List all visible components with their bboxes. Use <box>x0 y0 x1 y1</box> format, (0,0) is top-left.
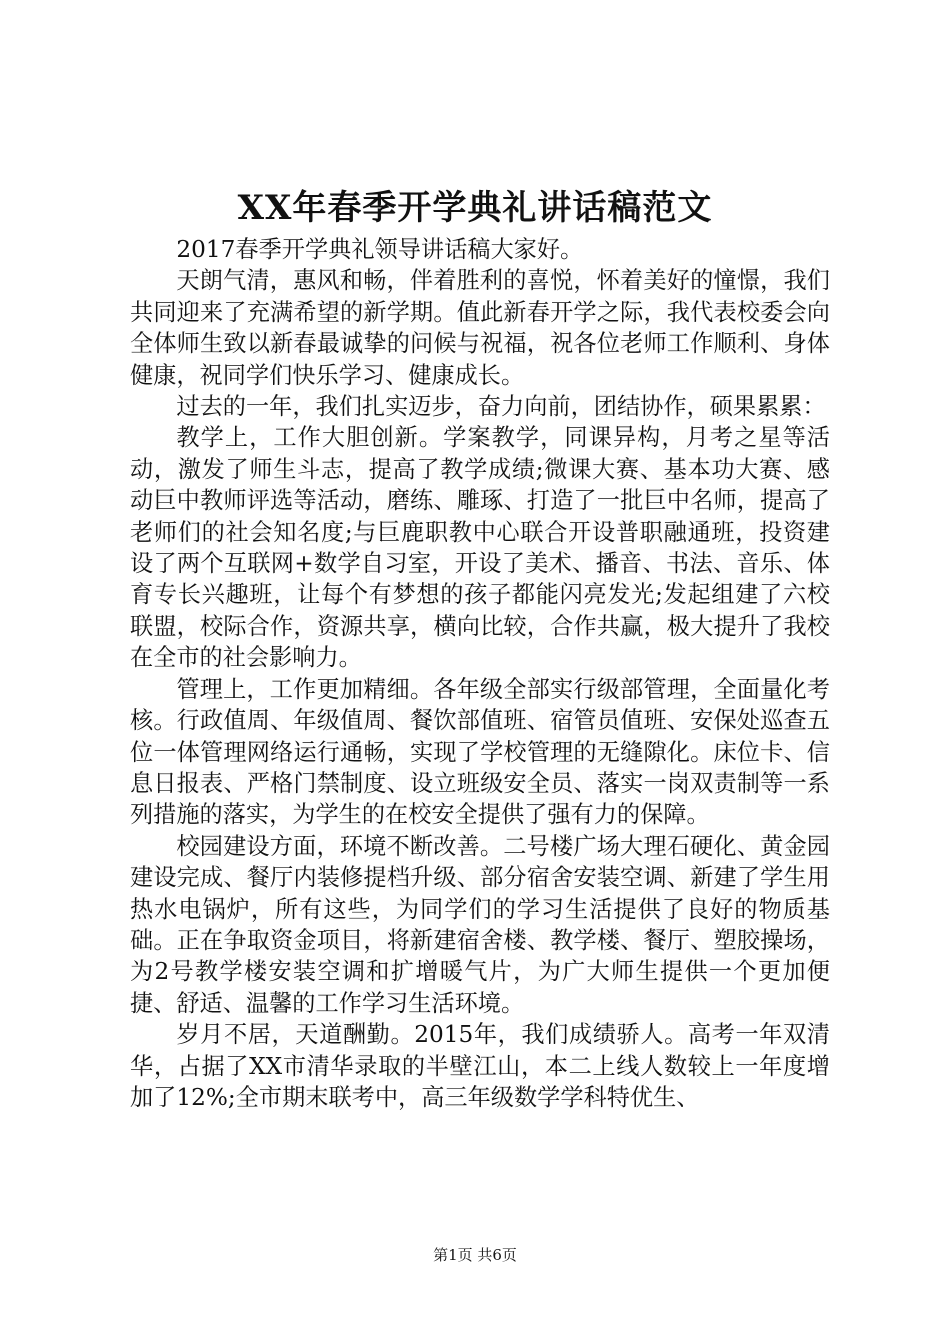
page-footer: 第1页 共6页 <box>433 1246 517 1264</box>
paragraph-teaching: 教学上，工作大胆创新。学案教学，同课异构，月考之星等活动，激发了师生斗志，提高了教学成绩;微课大赛、基本功大赛、感动巨中教师评选等活动，磨练、雕琢、打造了一批巨中名师，提高了老师们的社会知名度;与巨鹿职教中心联合开设普职融通班，投资建设了两个互联网+数学自习室，开设了美术、播音、书法、音乐、体育专长兴趣班，让每个有梦想的孩子都能闪亮发光;发起组建了六校联盟，校际合作，资源共享，横向比较，合作共赢，极大提升了我校在全市的社会影响力。 <box>130 424 830 672</box>
paragraph-past-year: 过去的一年，我们扎实迈步，奋力向前，团结协作，硕果累累： <box>176 393 826 421</box>
document-title: XX年春季开学典礼讲话稿范文 <box>237 188 713 228</box>
paragraph-opening: 天朗气清，惠风和畅，伴着胜利的喜悦，怀着美好的憧憬，我们共同迎来了充满希望的新学期。值此新春开学之际，我代表校委会向全体师生致以新春最诚挚的问候与祝福，祝各位老师工作顺利、身体健康，祝同学们快乐学习、健康成长。 <box>130 267 830 389</box>
paragraph-management: 管理上，工作更加精细。各年级全部实行级部管理，全面量化考核。行政值周、年级值周、餐饮部值班、宿管员值班、安保处巡查五位一体管理网络运行通畅，实现了学校管理的无缝隙化。床位卡、信息日报表、严格门禁制度、设立班级安全员、落实一岗双责制等一系列措施的落实，为学生的在校安全提供了强有力的保障。 <box>130 675 830 829</box>
document-body <box>130 234 830 1113</box>
paragraph-campus: 校园建设方面，环境不断改善。二号楼广场大理石硬化、黄金园建设完成、餐厅内装修提档升级、部分宿舍安装空调、新建了学生用热水电锅炉，所有这些，为同学们的学习生活提供了良好的物质基础。正在争取资金项目，将新建宿舍楼、教学楼、餐厅、塑胶操场，为2号教学楼安装空调和扩增暖气片，为广大师生提供一个更加便捷、舒适、温馨的工作学习生活环境。 <box>130 832 830 1017</box>
paragraph-greeting: 2017春季开学典礼领导讲话稿大家好。 <box>176 236 584 263</box>
paragraph-achievements: 岁月不居，天道酬勤。2015年，我们成绩骄人。高考一年双清华，占据了XX市清华录取的半壁江山，本二上线人数较上一年度增加了12%;全市期末联考中，高三年级数学学科特优生、 <box>130 1021 830 1111</box>
